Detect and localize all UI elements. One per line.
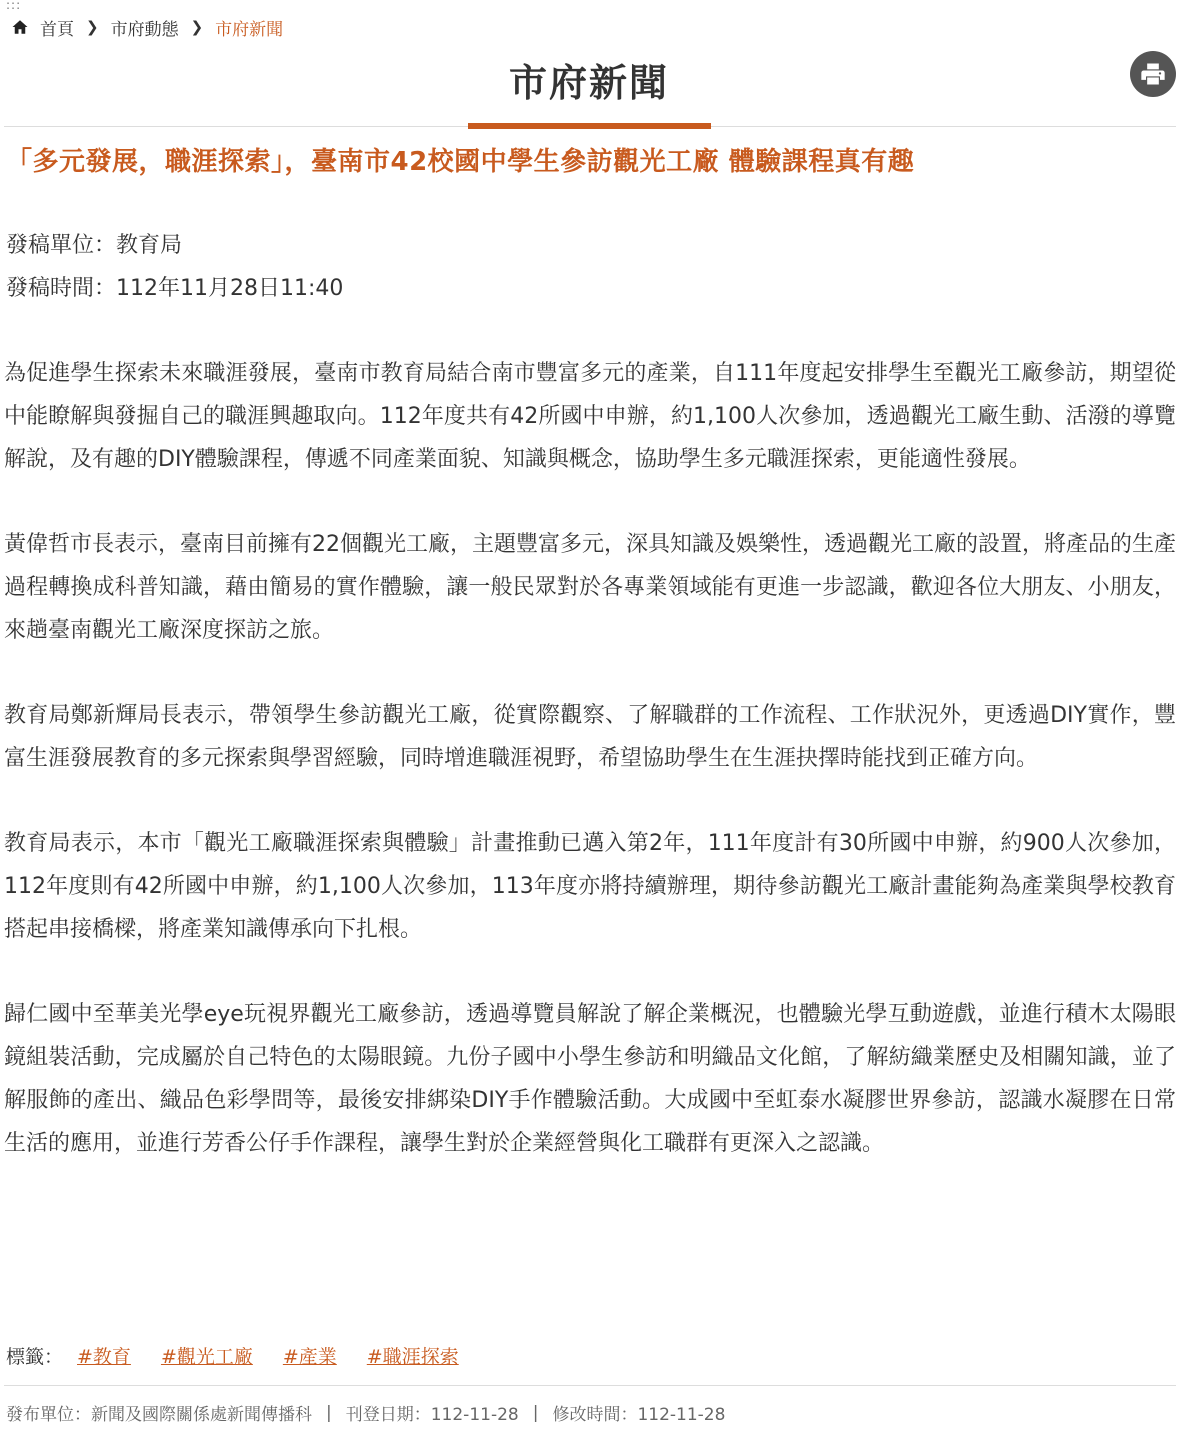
article-time: 發稿時間：112年11月28日11:40 [6,276,344,301]
tag-link[interactable]: #產業 [282,1346,337,1368]
print-button[interactable] [1130,51,1176,97]
article-footer [6,1400,725,1425]
article-meta [6,224,343,310]
breadcrumb-home-link[interactable]: 首頁 [40,19,74,40]
footer-separator: | [326,1402,332,1423]
chevron-right-icon: ❯ [190,18,204,36]
article-paragraph: 教育局鄭新輝局長表示，帶領學生參訪觀光工廠，從實際觀察、了解職群的工作流程、工作狀況外，更透過DIY實作，豐富生涯發展教育的多元探索與學習經驗，同時增進職涯視野，希望協助學生在生涯抉擇時能找到正確方向。 [4,703,1176,771]
tag-label: 標籤： [6,1346,64,1368]
breadcrumb-current: 市府新聞 [215,19,284,40]
footer-posted-date: 刊登日期：112-11-28 [345,1405,519,1425]
page-title: 市府新聞 [508,61,669,105]
article-paragraph: 為促進學生探索未來職涯發展，臺南市教育局結合南市豐富多元的產業，自111年度起安排學生至觀光工廠參訪，期望從中能瞭解與發掘自己的職涯興趣取向。112年度共有42所國中申辦，約1,100人次參加，透過觀光工廠生動、活潑的導覽解說，及有趣的DIY體驗課程，傳遞不同產業面貌、知識與概念，協助學生多元職涯探索，更能適性發展。 [4,361,1176,472]
article-paragraph: 教育局表示，本市「觀光工廠職涯探索與體驗」計畫推動已邁入第2年，111年度計有30所國中申辦，約900人次參加，112年度則有42所國中申辦，約1,100人次參加，113年度亦將持續辦理，期待參訪觀光工廠計畫能夠為產業與學校教育搭起串接橋樑，將產業知識傳承向下扎根。 [4,831,1176,942]
article-paragraph: 歸仁國中至華美光學eye玩視界觀光工廠參訪，透過導覽員解說了解企業概況，也體驗光學互動遊戲，並進行積木太陽眼鏡組裝活動，完成屬於自己特色的太陽眼鏡。九份子國中小學生參訪和明織品文化館，了解紡織業歷史及相關知識，並了解服飾的產出、織品色彩學問等，最後安排綁染DIY手作體驗活動。大成國中至虹泰水凝膠世界參訪，認識水凝膠在日常生活的應用，並進行芳香公仔手作課程，讓學生對於企業經營與化工職群有更深入之認識。 [4,1002,1176,1156]
article-body [4,352,1176,1207]
home-icon[interactable] [10,17,30,37]
article-unit: 發稿單位：教育局 [6,233,183,258]
article-paragraph: 黃偉哲市長表示，臺南目前擁有22個觀光工廠，主題豐富多元，深具知識及娛樂性，透過觀光工廠的設置，將產品的生產過程轉換成科普知識，藉由簡易的實作體驗，讓一般民眾對於各專業領域能有更進一步認識，歡迎各位大朋友、小朋友，來趟臺南觀光工廠深度探訪之旅。 [4,532,1176,643]
breadcrumb [10,14,283,40]
title-accent-bar [468,123,711,129]
footer-publisher: 發布單位：新聞及國際關係處新聞傳播科 [6,1405,312,1425]
tag-link[interactable]: #觀光工廠 [160,1346,253,1368]
footer-modified-date: 修改時間：112-11-28 [552,1405,726,1425]
chevron-right-icon: ❯ [86,18,99,36]
article-headline: 「多元發展，職涯探索」，臺南市42校國中學生參訪觀光工廠 體驗課程真有趣 [6,147,915,177]
tag-link[interactable]: #教育 [77,1346,131,1368]
print-icon [1139,60,1167,88]
footer-separator: | [532,1402,539,1423]
tag-list [6,1342,489,1369]
accesskey-marker[interactable]: ::: [6,0,22,12]
tag-link[interactable]: #職涯探索 [366,1346,459,1368]
breadcrumb-news-section-link[interactable]: 市府動態 [110,19,179,40]
footer-divider [4,1385,1176,1386]
